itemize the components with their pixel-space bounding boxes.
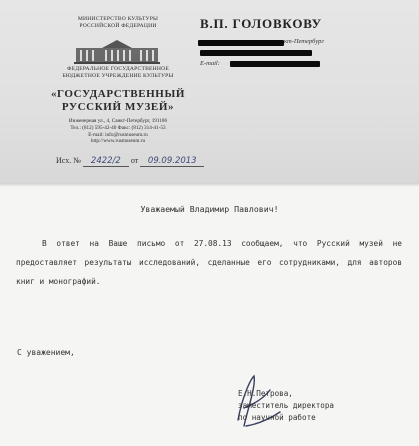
outgoing-number: 2422/2 [83, 156, 129, 167]
signer-title: по научной работе [238, 413, 316, 422]
museum-name-line: «ГОСУДАРСТВЕННЫЙ [50, 88, 186, 100]
museum-name-line: РУССКИЙ МУЗЕЙ» [61, 101, 175, 113]
letter-paragraph-text: В ответ на Ваше письмо от 27.08.13 сообщаем, что Русский музей не предоставляет результаты исследований, сделанные его сотрудниками, для авторов книг и монографий. [16, 239, 402, 286]
letter-body-area [0, 186, 419, 446]
institution-line: ФЕДЕРАЛЬНОЕ ГОСУДАРСТВЕННОЕ [67, 66, 169, 72]
outgoing-reference [56, 156, 204, 167]
outgoing-number-label: Исх. № [56, 156, 81, 165]
outgoing-date-label: от [130, 156, 139, 165]
contact-details [38, 118, 198, 145]
museum-name [38, 88, 198, 114]
institution-line: БЮДЖЕТНОЕ УЧРЕЖДЕНИЕ КУЛЬТУРЫ [62, 72, 174, 79]
ministry-line: РОССИЙСКОЙ ФЕДЕРАЦИИ [79, 23, 157, 29]
institution-type [38, 66, 198, 79]
letter-greeting: Уважаемый Владимир Павлович! [140, 204, 279, 214]
ministry-line: МИНИСТЕРСТВО КУЛЬТУРЫ [77, 16, 159, 22]
signature-block [238, 388, 334, 424]
outgoing-date: 09.09.2013 [140, 156, 204, 167]
redaction-bar [200, 50, 312, 56]
email-line: E-mail: info@rusmuseum.ru [88, 131, 148, 138]
museum-building-logo [72, 38, 162, 65]
phone-line: Тел.: (812) 595-42-40 Факс: (812) 314-41-53 [70, 124, 166, 131]
letter-paragraph [16, 234, 402, 291]
address-line: Инженерная ул., 4, Санкт-Петербург, 191186 [68, 118, 168, 124]
website-line: http://www.rusmuseum.ru [90, 138, 146, 145]
signer-name: Е.Н.Петрова, [238, 389, 293, 398]
redaction-bar [198, 40, 284, 46]
recipient-name: В.П. ГОЛОВКОВУ [200, 16, 322, 31]
signer-title: заместитель директора [238, 401, 335, 410]
recipient-email-label: E-mail: [200, 60, 220, 67]
redaction-bar [230, 61, 320, 67]
recipient-city: кт-Петербург [284, 38, 324, 45]
letter-closing: С уважением, [17, 348, 75, 357]
ministry-header [38, 16, 198, 30]
